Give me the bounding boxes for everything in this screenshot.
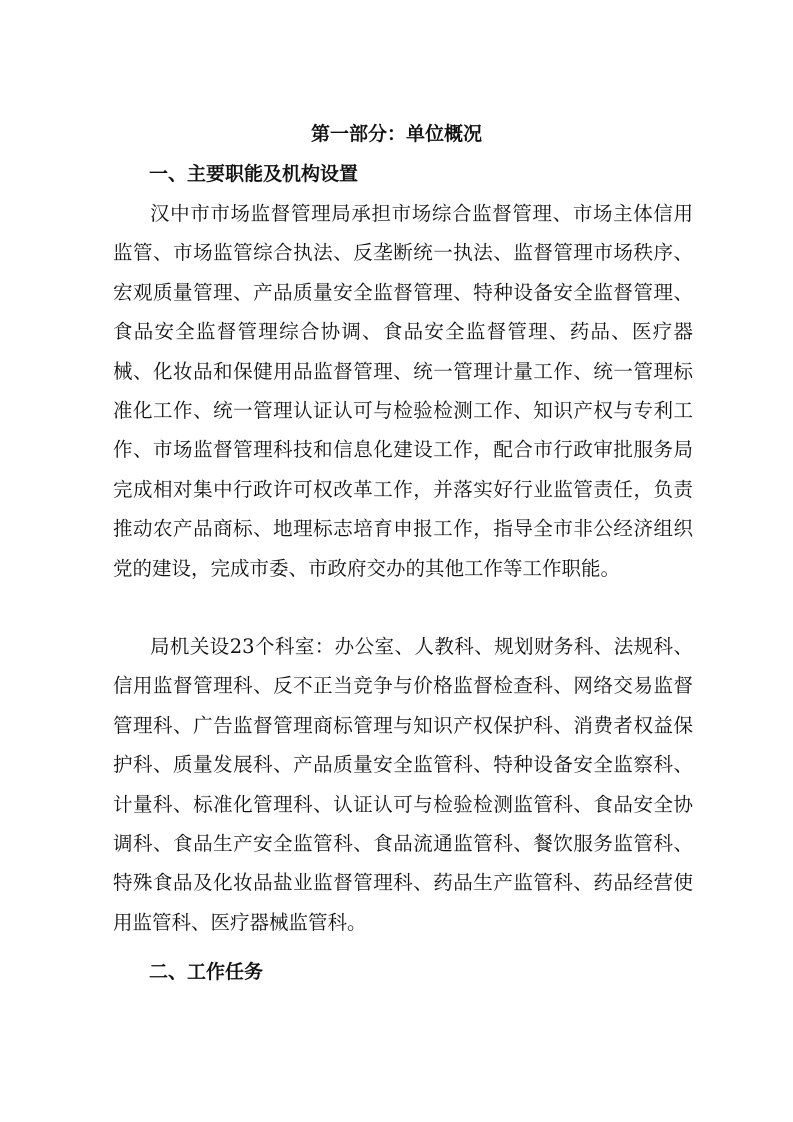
page-title: 第一部分：单位概况 [310,123,482,145]
section-heading-tasks: 二、工作任务 [149,961,264,983]
paragraph-functions: 汉中市市场监督管理局承担市场综合监督管理、市场主体信用监管、市场监管综合执法、反垄断统一执法、监督管理市场秩序、宏观质量管理、产品质量安全监督管理、特种设备安全监督管理、食品安全监督管理综合协调、食品安全监督管理、药品、医疗器械、化妆品和保健用品监督管理、统一管理计量工作、统一管理标准化工作、统一管理认证认可与检验检测工作、知识产权与专利工作、市场监督管理科技和信息化建设工作，配合市行政审批服务局完成相对集中行政许可权改革工作，并落实好行业监管责任，负责推动农产品商标、地理标志培育申报工作，指导全市非公经济组织党的建设，完成市委、市政府交办的其他工作等工作职能。 [113,202,693,580]
paragraph-departments: 局机关设23个科室：办公室、人教科、规划财务科、法规科、信用监督管理科、反不正当竞争与价格监督检查科、网络交易监督管理科、广告监督管理商标管理与知识产权保护科、消费者权益保护科、质量发展科、产品质量安全监管科、特种设备安全监察科、计量科、标准化管理科、认证认可与检验检测监管科、食品安全协调科、食品生产安全监管科、食品流通监管科、餐饮服务监管科、特殊食品及化妆品盐业监督管理科、药品生产监管科、药品经营使用监管科、医疗器械监管科。 [113,635,693,934]
section-heading-functions: 一、主要职能及机构设置 [149,163,359,185]
